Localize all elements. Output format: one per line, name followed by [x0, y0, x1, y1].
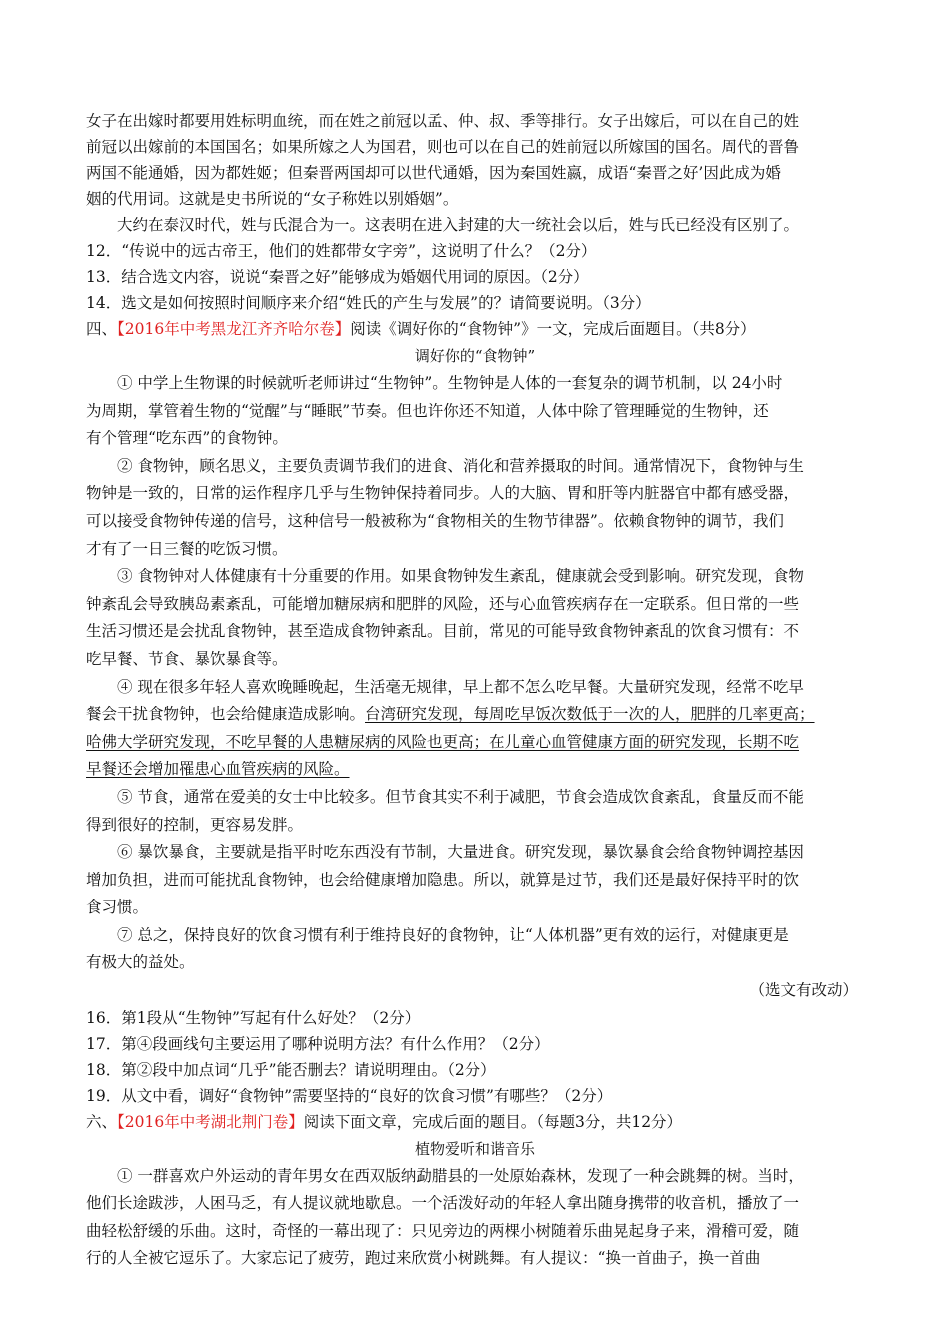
text-line: 食习惯。: [86, 898, 149, 917]
text-line: 有极大的益处。: [86, 953, 195, 972]
text-line: ⑥ 暴饮暴食，主要就是指平时吃东西没有节制，大量进食。研究发现，暴饮暴食会给食物钟调控基因: [117, 843, 804, 862]
question-item: 14．选文是如何按照时间顺序来介绍“姓氏的产生与发展”的？请简要说明。（3分）: [86, 294, 651, 312]
text-line: ④ 现在很多年轻人喜欢晚睡晚起，生活毫无规律，早上都不怎么吃早餐。大量研究发现，经常不吃早: [117, 677, 804, 696]
text-line: 为周期，掌管着生物的“觉醒”与“睡眠”节奏。但也许你还不知道，人体中除了管理睡觉的生物钟，还: [86, 401, 769, 420]
text-line: 有个管理“吃东西”的食物钟。: [86, 429, 288, 448]
text-line: 生活习惯还是会扰乱食物钟，甚至造成食物钟紊乱。目前，常见的可能导致食物钟紊乱的饮食习惯有：不: [86, 622, 800, 641]
text-line: 女子在出嫁时都要用姓标明血统，而在姓之前冠以孟、仲、叔、季等排行。女子出嫁后，可以在自己的姓: [86, 112, 800, 130]
question-item: 13．结合选文内容，说说“秦晋之好”能够成为婚姻代用词的原因。（2分）: [86, 268, 589, 286]
text-line: 姻的代用词。这就是史书所说的“女子称姓以别婚姻”。: [86, 190, 459, 208]
section-instruction: 阅读《调好你的“食物钟”》一文，完成后面题目。（共8分）: [350, 320, 756, 338]
underlined-sentence: 台湾研究发现，每周吃早饭次数低于一次的人，肥胖的几率更高；: [365, 705, 815, 724]
passage-tail: [86, 108, 864, 238]
text-line: [86, 756, 864, 784]
text-line: 行的人全被它逗乐了。大家忘记了疲劳，跑过来欣赏小树跳舞。有人提议：“换一首曲子，换一首曲: [86, 1249, 761, 1268]
source-note: （选文有改动）: [749, 981, 858, 1000]
question-list: [86, 1005, 864, 1109]
underlined-sentence: 早餐还会增加罹患心血管疾病的风险。: [86, 760, 350, 779]
text-line: ② 食物钟，顾名思义，主要负责调节我们的进食、消化和营养摄取的时间。通常情况下，食物钟与生: [117, 456, 804, 475]
article-body: [86, 370, 864, 1005]
text-line: ⑦ 总之，保持良好的饮食习惯有利于维持良好的食物钟，让“人体机器”更有效的运行，对健康更是: [117, 925, 789, 944]
text-line: 可以接受食物钟传递的信号，这种信号一般被称为“食物相关的生物节律器”。依赖食物钟的调节，我们: [86, 511, 784, 530]
text-line: 吃早餐、节食、暴饮暴食等。: [86, 649, 288, 668]
section-number: 六、: [86, 1112, 118, 1131]
question-item: 12．“传说中的远古帝王，他们的姓都带女字旁”，这说明了什么？（2分）: [86, 242, 597, 260]
section-instruction: 阅读下面文章，完成后面的题目。（每题3分，共12分）: [303, 1112, 683, 1131]
article-body: [86, 1163, 864, 1273]
underlined-sentence: 哈佛大学研究发现，不吃早餐的人患糖尿病的风险也更高；在儿童心血管健康方面的研究发现，长期不吃: [86, 732, 800, 751]
article-title: 植物爱听和谐音乐: [414, 1139, 535, 1158]
source-label: 【2016年中考黑龙江齐齐哈尔卷】: [117, 320, 351, 338]
text-line: 物钟是一致的，日常的运作程序几乎与生物钟保持着同步。人的大脑、胃和肝等内脏器官中都有感受器，: [86, 484, 800, 503]
article-title: 调好你的“食物钟”: [414, 347, 536, 365]
text-line: 增加负担，进而可能扰乱食物钟，也会给健康增加隐患。所以，就算是过节，我们还是最好保持平时的饮: [86, 870, 800, 889]
text-line: 前冠以出嫁前的本国国名；如果所嫁之人为国君，则也可以在自己的姓前冠以所嫁国的国名。周代的晋鲁: [86, 138, 800, 156]
text-line: 曲轻松舒缓的乐曲。这时，奇怪的一幕出现了：只见旁边的两棵小树随着乐曲晃起身子来，滑稽可爱，随: [86, 1221, 800, 1240]
section-header: [86, 316, 864, 342]
question-item: 17．第④段画线句主要运用了哪种说明方法？有什么作用？（2分）: [86, 1034, 550, 1053]
text-line: [86, 729, 864, 757]
question-item: 18．第②段中加点词“几乎”能否删去？请说明理由。（2分）: [86, 1060, 496, 1079]
section-number: 四、: [86, 320, 118, 338]
source-label: 【2016年中考湖北荆门卷】: [117, 1112, 304, 1131]
question-list: [86, 238, 864, 316]
text-line: ① 中学上生物课的时候就听老师讲过“生物钟”。生物钟是人体的一套复杂的调节机制，以 24小时: [117, 374, 783, 392]
text-line: 才有了一日三餐的吃饭习惯。: [86, 539, 288, 558]
text-line: 钟紊乱会导致胰岛素紊乱，可能增加糖尿病和肥胖的风险，还与心血管疾病存在一定联系。但日常的一些: [86, 594, 800, 613]
text-line: 两国不能通婚，因为都姓姬；但秦晋两国却可以世代通婚，因为秦国姓嬴，成语“秦晋之好’因此成为婚: [86, 164, 781, 182]
text-line: 他们长途跋涉，人困马乏，有人提议就地歇息。一个活泼好动的年轻人拿出随身携带的收音机，播放了一: [86, 1194, 800, 1213]
plain-text: 餐会干扰食物钟，也会给健康造成影响。: [86, 705, 366, 724]
text-line: [86, 701, 864, 729]
text-line: ⑤ 节食，通常在爱美的女士中比较多。但节食其实不利于减肥，节食会造成饮食紊乱，食量反而不能: [117, 787, 804, 806]
section-header: [86, 1109, 864, 1135]
text-line: ① 一群喜欢户外运动的青年男女在西双版纳勐腊县的一处原始森林，发现了一种会跳舞的树。当时，: [117, 1166, 804, 1185]
question-item: 19．从文中看，调好“食物钟”需要坚持的“良好的饮食习惯”有哪些？（2分）: [86, 1086, 613, 1105]
document-page: [86, 108, 864, 1273]
text-line: ③ 食物钟对人体健康有十分重要的作用。如果食物钟发生紊乱，健康就会受到影响。研究发现，食物: [117, 567, 804, 586]
text-line: 大约在泰汉时代，姓与氏混合为一。这表明在进入封建的大一统社会以后，姓与氏已经没有区别了。: [117, 216, 800, 234]
question-item: 16．第1段从“生物钟”写起有什么好处？（2分）: [86, 1008, 421, 1027]
text-line: 得到很好的控制，更容易发胖。: [86, 815, 304, 834]
